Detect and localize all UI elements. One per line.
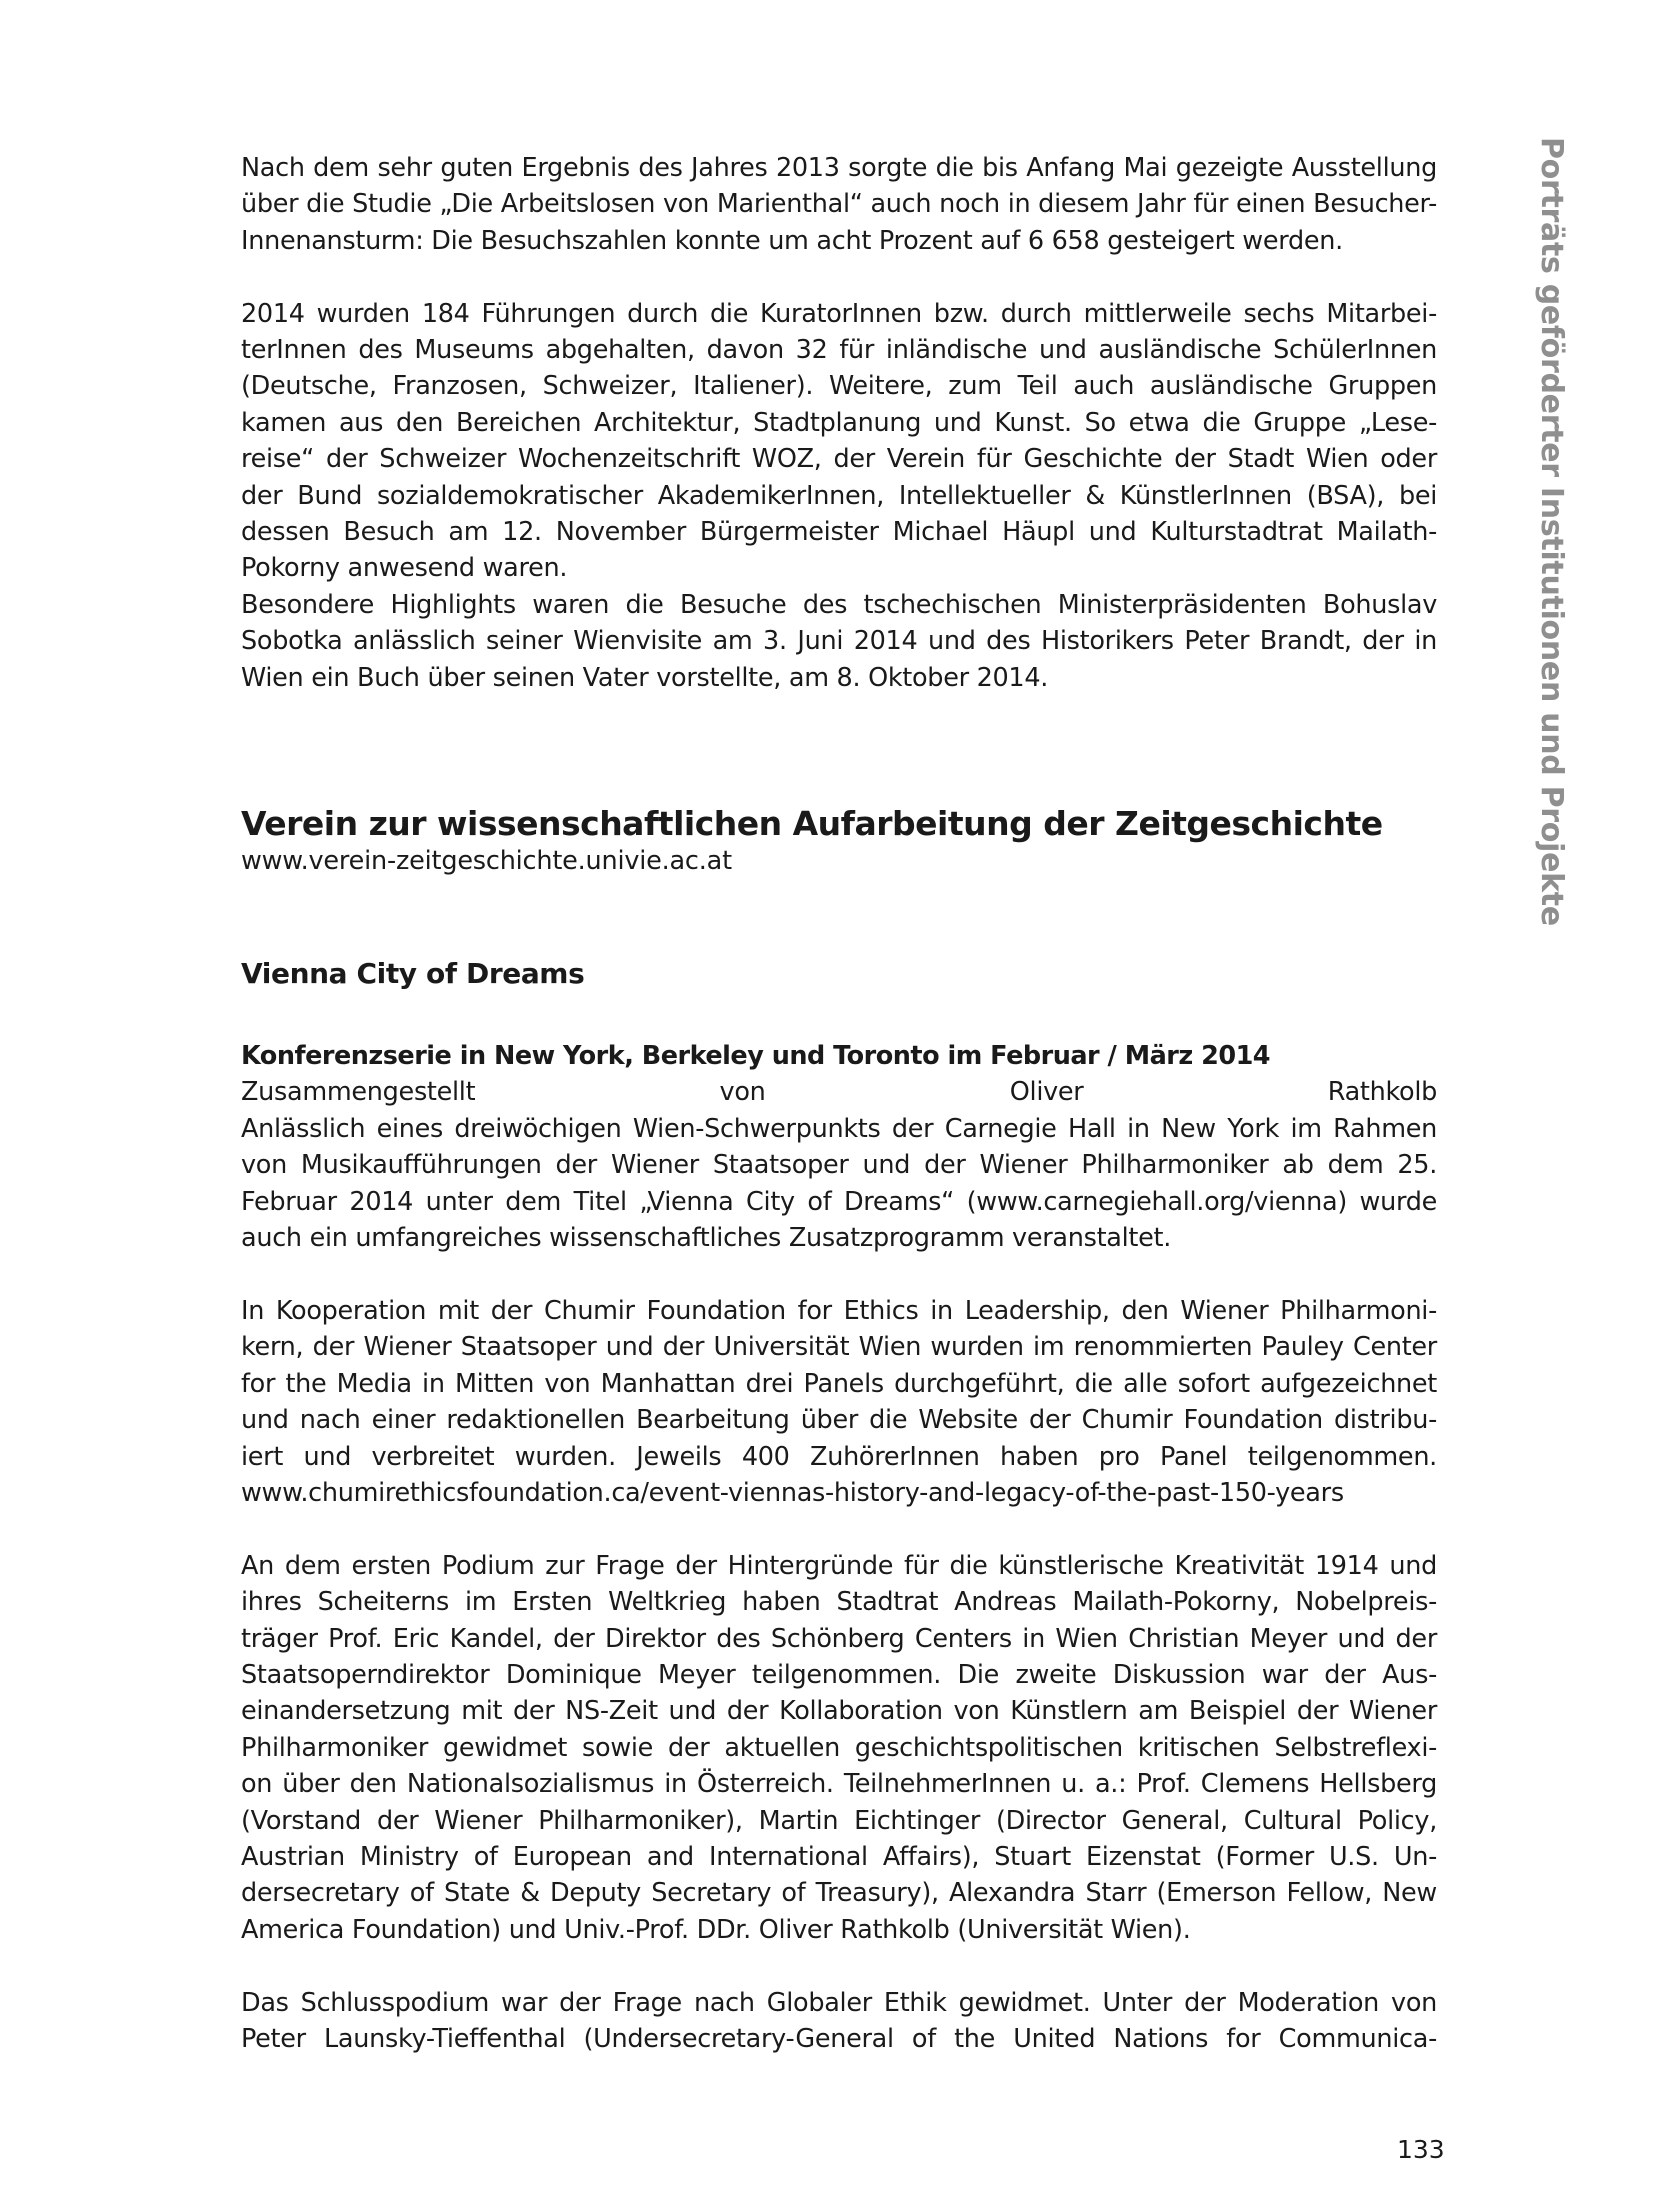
text-line: von Musikaufführungen der Wiener Staatsoper und der Wiener Philharmoniker ab dem 25. — [241, 1150, 1437, 1181]
text-line: Sobotka anlässlich seiner Wienvisite am 3. Juni 2014 und des Historikers Peter Brandt, der in — [241, 626, 1437, 657]
section-paragraph-4 — [241, 1985, 1437, 2058]
text-line: (Vorstand der Wiener Philharmoniker), Martin Eichtinger (Director General, Cultural Policy, — [241, 1805, 1437, 1836]
text-line: Besondere Highlights waren die Besuche des tschechischen Ministerpräsidenten Bohuslav — [241, 589, 1437, 620]
text-line: www.chumirethicsfoundation.ca/event-viennas-history-and-legacy-of-the-past-150-years — [241, 1477, 1344, 1508]
text-line: der Bund sozialdemokratischer AkademikerInnen, Intellektueller & KünstlerInnen (BSA), bei — [241, 480, 1437, 511]
text-line: (Deutsche, Franzosen, Schweizer, Italiener). Weitere, zum Teil auch ausländische Gruppen — [241, 371, 1437, 402]
text-line: und nach einer redaktionellen Bearbeitung über die Website der Chumir Foundation distribu- — [241, 1405, 1437, 1436]
text-line: In Kooperation mit der Chumir Foundation for Ethics in Leadership, den Wiener Philharmoni- — [241, 1295, 1437, 1326]
text-line: Pokorny anwesend waren. — [241, 553, 568, 584]
text-line: ihres Scheiterns im Ersten Weltkrieg haben Stadtrat Andreas Mailath-Pokorny, Nobelpreis- — [241, 1587, 1437, 1618]
text-line: dessen Besuch am 12. November Bürgermeister Michael Häupl und Kulturstadtrat Mailath- — [241, 517, 1437, 548]
text-line: Februar 2014 unter dem Titel „Vienna City of Dreams“ (www.carnegiehall.org/vienna) wurde — [241, 1186, 1437, 1217]
text-line: Philharmoniker gewidmet sowie der aktuellen geschichtspolitischen kritischen Selbstreflexi- — [241, 1732, 1437, 1763]
page-number: 133 — [1397, 2135, 1445, 2164]
intro-paragraph-1 — [241, 150, 1437, 259]
section-paragraph-3 — [241, 1548, 1437, 1948]
text-line: iert und verbreitet wurden. Jeweils 400 ZuhörerInnen haben pro Panel teilgenommen. — [241, 1441, 1437, 1472]
section-paragraph-1 — [241, 1074, 1437, 1256]
text-line: terInnen des Museums abgehalten, davon 32 für inländische und ausländische SchülerInnen — [241, 335, 1437, 366]
text-line: 2014 wurden 184 Führungen durch die KuratorInnen bzw. durch mittlerweile sechs Mitarbei- — [241, 298, 1437, 329]
text-line: An dem ersten Podium zur Frage der Hintergründe für die künstlerische Kreativität 1914 und — [241, 1550, 1437, 1581]
text-line: Das Schlusspodium war der Frage nach Globaler Ethik gewidmet. Unter der Moderation von — [241, 1987, 1437, 2018]
text-line: Zusammengestellt von Oliver Rathkolb — [241, 1077, 1437, 1108]
text-line: America Foundation) und Univ.-Prof. DDr. Oliver Rathkolb (Universität Wien). — [241, 1914, 1191, 1945]
text-line: einandersetzung mit der NS-Zeit und der Kollaboration von Künstlern am Beispiel der Wiener — [241, 1696, 1437, 1727]
text-line: Innenansturm: Die Besuchszahlen konnte um acht Prozent auf 6 658 gesteigert werden. — [241, 225, 1343, 256]
section-url: www.verein-zeitgeschichte.univie.ac.at — [241, 846, 732, 877]
section-paragraph-2 — [241, 1293, 1437, 1511]
text-line: on über den Nationalsozialismus in Österreich. TeilnehmerInnen u. a.: Prof. Clemens Hellsberg — [241, 1769, 1437, 1800]
text-line: kamen aus den Bereichen Architektur, Stadtplanung und Kunst. So etwa die Gruppe „Lese- — [241, 407, 1437, 438]
text-line: Austrian Ministry of European and International Affairs), Stuart Eizenstat (Former U.S. Un- — [241, 1841, 1437, 1872]
section-title: Verein zur wissenschaftlichen Aufarbeitung der Zeitgeschichte — [241, 804, 1383, 844]
text-line: Wien ein Buch über seinen Vater vorstellte, am 8. Oktober 2014. — [241, 662, 1049, 693]
text-line: träger Prof. Eric Kandel, der Direktor des Schönberg Centers in Wien Christian Meyer und der — [241, 1623, 1437, 1654]
intro-paragraph-3 — [241, 587, 1437, 696]
text-line: Staatsoperndirektor Dominique Meyer teilgenommen. Die zweite Diskussion war der Aus- — [241, 1659, 1437, 1690]
text-line: kern, der Wiener Staatsoper und der Universität Wien wurden im renommierten Pauley Center — [241, 1332, 1437, 1363]
conference-title: Konferenzserie in New York, Berkeley und Toronto im Februar / März 2014 — [241, 1041, 1271, 1072]
text-line: auch ein umfangreiches wissenschaftliches Zusatzprogramm veranstaltet. — [241, 1223, 1171, 1254]
text-line: reise“ der Schweizer Wochenzeitschrift WOZ, der Verein für Geschichte der Stadt Wien oder — [241, 444, 1437, 475]
text-line: Peter Launsky-Tieffenthal (Undersecretary-General of the United Nations for Communica- — [241, 2024, 1437, 2054]
section-subtitle: Vienna City of Dreams — [241, 957, 585, 991]
intro-paragraph-2 — [241, 296, 1437, 587]
text-line: Nach dem sehr guten Ergebnis des Jahres 2013 sorgte die bis Anfang Mai gezeigte Ausstellung — [241, 153, 1437, 183]
text-line: über die Studie „Die Arbeitslosen von Marienthal“ auch noch in diesem Jahr für einen Besucher- — [241, 189, 1437, 220]
text-line: Anlässlich eines dreiwöchigen Wien-Schwerpunkts der Carnegie Hall in New York im Rahmen — [241, 1113, 1437, 1144]
running-sidebar-title: Porträts geförderter Institutionen und Projekte — [1534, 137, 1569, 926]
text-line: dersecretary of State & Deputy Secretary of Treasury), Alexandra Starr (Emerson Fellow, New — [241, 1878, 1437, 1909]
text-line: for the Media in Mitten von Manhattan drei Panels durchgeführt, die alle sofort aufgezeichnet — [241, 1368, 1437, 1399]
page-body — [241, 150, 1437, 2057]
